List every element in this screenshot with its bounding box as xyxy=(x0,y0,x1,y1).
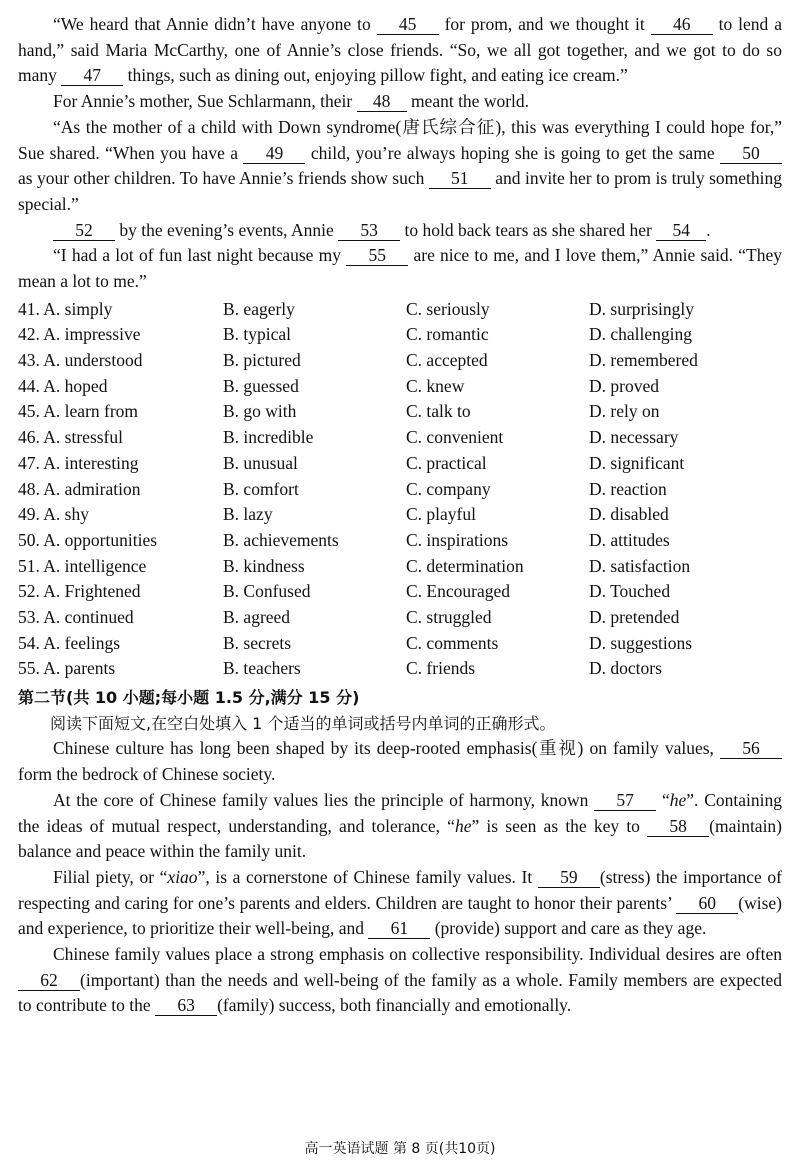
blank-62: 62 xyxy=(18,971,80,991)
text: “As the mother of a child with Down syndrome(唐氏综合征), this was everything I could hope for,” Sue shared. “When you have a xyxy=(18,116,782,163)
option-choice: B. teachers xyxy=(223,658,301,679)
option-choice: D. attitudes xyxy=(589,529,670,550)
blank-46: 46 xyxy=(651,15,713,35)
text: ”, is a cornerstone of Chinese family values. It xyxy=(197,866,538,887)
option-choice: 52. A. Frightened xyxy=(18,581,141,602)
option-row xyxy=(18,348,782,374)
option-choice: C. inspirations xyxy=(406,529,509,550)
option-choice: C. playful xyxy=(406,504,476,525)
blank-55: 55 xyxy=(346,246,408,266)
text: At the core of Chinese family values lies the principle of harmony, known xyxy=(53,789,595,810)
option-choice: C. knew xyxy=(406,375,465,396)
option-row xyxy=(18,605,782,631)
text: “We heard that Annie didn’t have anyone to xyxy=(53,14,377,34)
option-choice: 48. A. admiration xyxy=(18,478,141,499)
blank-63: 63 xyxy=(155,996,217,1016)
option-choice: D. doctors xyxy=(589,658,662,679)
option-choice: C. Encouraged xyxy=(406,581,510,602)
answer-options xyxy=(18,297,782,682)
option-choice: C. accepted xyxy=(406,350,488,371)
blank-48: 48 xyxy=(357,92,407,112)
text: “I had a lot of fun last night because my xyxy=(53,245,347,266)
option-row xyxy=(18,425,782,451)
blank-59: 59 xyxy=(538,868,600,888)
text: (maintain) balance and peace within the family unit. xyxy=(18,815,783,862)
option-row xyxy=(18,297,782,323)
option-choice: D. reaction xyxy=(589,478,667,499)
option-choice: D. suggestions xyxy=(589,632,693,653)
option-choice: 43. A. understood xyxy=(18,350,143,371)
text: (wise) and experience, to prioritize their well-being, and xyxy=(18,892,782,939)
blank-61: 61 xyxy=(368,919,430,939)
pinyin-term: he xyxy=(454,815,472,836)
option-choice: B. pictured xyxy=(223,350,301,371)
blank-58: 58 xyxy=(647,817,709,837)
option-choice: B. incredible xyxy=(223,427,314,448)
section-heading: 第二节(共 10 小题;每小题 1.5 分,满分 15 分) xyxy=(18,688,360,708)
option-choice: D. necessary xyxy=(589,427,679,448)
option-choice: 54. A. feelings xyxy=(18,632,121,653)
option-choice: D. disabled xyxy=(589,504,669,525)
exam-page xyxy=(18,12,782,1019)
option-choice: 46. A. stressful xyxy=(18,427,123,448)
option-choice: C. convenient xyxy=(406,427,504,448)
option-choice: D. proved xyxy=(589,375,659,396)
option-row xyxy=(18,477,782,503)
option-choice: B. go with xyxy=(223,401,297,422)
blank-45: 45 xyxy=(377,15,439,35)
option-choice: C. struggled xyxy=(406,606,492,627)
option-choice: B. Confused xyxy=(223,581,311,602)
option-choice: C. practical xyxy=(406,452,487,473)
text: meant the world. xyxy=(406,91,530,112)
option-choice: D. rely on xyxy=(589,401,660,422)
grammar-paragraph-1 xyxy=(18,736,782,787)
text: (family) success, both financially and emotionally. xyxy=(217,995,572,1016)
option-row xyxy=(18,631,782,657)
option-row xyxy=(18,528,782,554)
cloze-paragraph-2 xyxy=(18,89,782,115)
option-row xyxy=(18,502,782,528)
text: child, you’re always hoping she is going to get the same xyxy=(305,142,721,163)
text: Filial piety, or “ xyxy=(53,866,168,887)
text: by the evening’s events, Annie xyxy=(115,219,339,240)
cloze-paragraph-1 xyxy=(18,12,782,89)
option-choice: 55. A. parents xyxy=(18,658,116,679)
blank-52: 52 xyxy=(53,221,115,241)
option-choice: B. eagerly xyxy=(223,298,295,319)
text: are nice to me, and I love them,” Annie said. “They mean a lot to me.” xyxy=(18,245,783,292)
page-footer: 高一英语试题 第 8 页(共10页) xyxy=(304,1141,496,1157)
option-choice: C. romantic xyxy=(406,324,489,345)
option-choice: D. significant xyxy=(589,452,685,473)
option-choice: B. agreed xyxy=(223,606,291,627)
option-row xyxy=(18,322,782,348)
option-choice: C. company xyxy=(406,478,491,499)
option-row xyxy=(18,656,782,682)
option-row xyxy=(18,374,782,400)
text: . xyxy=(706,219,711,240)
option-choice: 45. A. learn from xyxy=(18,401,139,422)
option-choice: C. determination xyxy=(406,555,524,576)
option-choice: D. satisfaction xyxy=(589,555,691,576)
blank-47: 47 xyxy=(61,66,123,86)
grammar-paragraph-2 xyxy=(18,788,782,865)
option-choice: 51. A. intelligence xyxy=(18,555,147,576)
text: “ xyxy=(656,789,670,810)
option-choice: 42. A. impressive xyxy=(18,324,141,345)
option-choice: C. friends xyxy=(406,658,476,679)
blank-57: 57 xyxy=(594,791,656,811)
cloze-paragraph-4 xyxy=(18,218,782,244)
grammar-paragraph-4 xyxy=(18,942,782,1019)
option-choice: B. unusual xyxy=(223,452,298,473)
option-choice: C. seriously xyxy=(406,298,490,319)
blank-51: 51 xyxy=(429,169,491,189)
blank-53: 53 xyxy=(338,221,400,241)
pinyin-term: xiao xyxy=(167,866,198,887)
option-choice: D. pretended xyxy=(589,606,680,627)
text: (provide) support and care as they age. xyxy=(430,918,707,939)
option-choice: D. challenging xyxy=(589,324,693,345)
text: Chinese family values place a strong emphasis on collective responsibility. Individual desires are often xyxy=(53,944,782,965)
option-row xyxy=(18,579,782,605)
blank-56: 56 xyxy=(720,739,782,759)
option-row xyxy=(18,399,782,425)
option-choice: B. achievements xyxy=(223,529,339,550)
text: to hold back tears as she shared her xyxy=(400,219,657,240)
cloze-paragraph-3 xyxy=(18,115,782,218)
option-choice: B. lazy xyxy=(223,504,273,525)
text: as your other children. To have Annie’s friends show such xyxy=(18,168,429,189)
option-choice: C. comments xyxy=(406,632,499,653)
option-choice: B. typical xyxy=(223,324,292,345)
option-row xyxy=(18,554,782,580)
blank-54: 54 xyxy=(656,221,706,241)
option-choice: 49. A. shy xyxy=(18,504,89,525)
text: for prom, and we thought it xyxy=(438,14,651,34)
option-choice: B. kindness xyxy=(223,555,305,576)
option-choice: 41. A. simply xyxy=(18,298,113,319)
option-row xyxy=(18,451,782,477)
pinyin-term: he xyxy=(669,789,687,810)
text: ”. Containing the ideas of mutual respect, understanding, and tolerance, “ xyxy=(18,789,782,836)
option-choice: B. secrets xyxy=(223,632,292,653)
blank-49: 49 xyxy=(243,144,305,164)
option-choice: 53. A. continued xyxy=(18,606,134,627)
text: (stress) the importance of respecting and caring for one’s parents and elders. Children are taught to honor their parents’ xyxy=(18,866,782,913)
text: and invite her to prom is truly something special.” xyxy=(18,168,783,214)
option-choice: D. Touched xyxy=(589,581,671,602)
text: to lend a hand,” said Maria McCarthy, one of Annie’s close friends. “So, we all got together, and we got to do so many xyxy=(18,14,783,86)
option-choice: C. talk to xyxy=(406,401,471,422)
option-choice: B. comfort xyxy=(223,478,299,499)
option-choice: D. surprisingly xyxy=(589,298,694,319)
grammar-paragraph-3 xyxy=(18,865,782,942)
text: For Annie’s mother, Sue Schlarmann, their xyxy=(53,91,357,112)
option-choice: B. guessed xyxy=(223,375,299,396)
text: form the bedrock of Chinese society. xyxy=(18,764,276,785)
section-instruction: 阅读下面短文,在空白处填入 1 个适当的单词或括号内单词的正确形式。 xyxy=(50,713,556,733)
blank-60: 60 xyxy=(676,894,738,914)
option-choice: D. remembered xyxy=(589,350,698,371)
text: (important) than the needs and well-being of the family as a whole. Family members are expected to contribute to the xyxy=(18,969,782,1016)
text: ” is seen as the key to xyxy=(471,815,648,836)
text: things, such as dining out, enjoying pillow fight, and eating ice cream.” xyxy=(123,65,628,86)
blank-50: 50 xyxy=(720,144,782,164)
option-choice: 47. A. interesting xyxy=(18,452,139,473)
text: Chinese culture has long been shaped by its deep-rooted emphasis(重视) on family values, xyxy=(53,738,720,759)
cloze-paragraph-5 xyxy=(18,243,782,294)
option-choice: 44. A. hoped xyxy=(18,375,108,396)
option-choice: 50. A. opportunities xyxy=(18,529,158,550)
